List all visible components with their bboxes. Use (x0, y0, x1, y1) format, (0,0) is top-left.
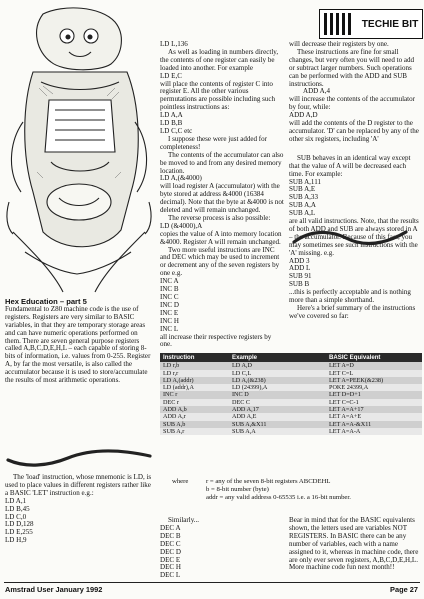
code-block (289, 258, 419, 290)
table-row (160, 370, 422, 377)
table-cell: LET C=C-1 (326, 399, 422, 406)
swirl-divider (4, 446, 154, 470)
table-cell: LET A=D (326, 362, 422, 369)
code-block (289, 179, 419, 219)
code-line: INC H (160, 316, 179, 325)
code-line: LD H,9 (5, 536, 27, 545)
intro-paragraph: Fundamental to Z80 machine code is the use of registers. Registers are very similar to BASIC variables, in that they are temporary storage areas and can have numeric operations performed on them. There are seven general purpose registers called A,B,C,D,E,H,L – each capable of storing 8-bits of information, i.e. values from 0-255. Register A, by far the most versatile, is also called the accumulator because it is used to store/accumulate the results of most arithmetic operations. (5, 304, 151, 385)
paragraph: Bear in mind that for the BASIC equivalents shown, the letters used are variables NOT REGISTERS. In BASIC there can be any number of variables, each with a name assigned to it, whereas in machine code, there are only ever seven registers, A,B,C,D,E,H,L. (289, 516, 419, 564)
code-line: LD A,(&4000) (160, 174, 202, 183)
table-cell: LD (24399),A (229, 384, 326, 391)
table-cell: ADD A,r (160, 413, 229, 420)
code-line: SUB A,L (289, 209, 316, 218)
table-row (160, 399, 422, 406)
code-block (5, 498, 153, 545)
table-row (160, 428, 422, 435)
code-line: LD E,255 (5, 528, 33, 537)
table-cell: LD A,(addr) (160, 377, 229, 384)
code-line: INC C (160, 293, 179, 301)
code-line: DEC D (160, 547, 181, 556)
table-cell: LET A=A-&X11 (326, 421, 422, 428)
table-cell: LD (addr),A (160, 384, 229, 391)
code-line: INC L (160, 324, 179, 333)
footer-page-number: Page 27 (390, 585, 418, 594)
table-cell: LET A=A+E (326, 413, 422, 420)
code-line: ADD L (289, 264, 311, 273)
table-cell: INC r (160, 391, 229, 398)
column-1-intro (5, 298, 153, 385)
code-line: INC B (160, 285, 179, 294)
paragraph: The reverse process is also possible: (168, 213, 271, 222)
code-line: SUB A,A (289, 201, 317, 210)
code-line: LD E,C (160, 71, 182, 80)
table-cell: SUB A,r (160, 428, 229, 435)
code-line: ADD A,D (289, 111, 318, 120)
code-line: LD C,0 (5, 512, 27, 521)
table-cell: SUB A,A (229, 428, 326, 435)
table-cell: LET A=PEEK(&238) (326, 377, 422, 384)
paragraph: will load register A (accumulator) with the byte stored at address &4000 (16384 decimal). Note that the byte at &4000 is not deleted and will remain unchanged. (160, 182, 284, 215)
code-line: DEC B (160, 531, 181, 540)
code-line: LD B,B (160, 119, 183, 128)
paragraph: The contents of the accumulator can also be moved to and from any desired memory location. (160, 150, 284, 175)
code-line: DEC H (160, 563, 181, 572)
table-cell: LET D=D+1 (326, 391, 422, 398)
table-cell: LD C,L (229, 370, 326, 377)
paragraph: Here's a brief summary of the instructions we've covered so far: (289, 304, 416, 320)
paragraph: are all valid instructions. Note, that the results of both ADD and SUB are always stored in A – the accumulator. Because of this fact, you may sometimes see such instructions with the 'A' missing. e.g. (289, 217, 419, 257)
code-line: LD A,A (160, 111, 183, 120)
paragraph: As well as loading in numbers directly, the contents of one register can easily be loaded into another. For example (160, 47, 279, 72)
paragraph: I suppose these were just added for completeness! (160, 134, 268, 151)
paragraph: will add the contents of the D register to the accumulator. 'D' can be replaced by any of the other six registers, including 'A' (289, 119, 419, 143)
table-cell: ADD A,17 (229, 406, 326, 413)
table-cell: POKE 24399,A (326, 384, 422, 391)
paragraph: SUB behaves in an identical way except that the value of A will be decreased each time. For example: (289, 153, 411, 178)
code-line: ADD A,4 (303, 87, 331, 96)
table-cell: LD r,r (160, 370, 229, 377)
column-2-dec-section (160, 517, 284, 580)
code-line: INC D (160, 300, 179, 309)
code-line: SUB A,33 (289, 193, 318, 202)
swirl-divider (290, 226, 410, 248)
code-line: SUB A,111 (289, 177, 321, 186)
table-cell: DEC r (160, 399, 229, 406)
table-cell: SUB A,b (160, 421, 229, 428)
table-cell: ADD A,E (229, 413, 326, 420)
footer-rule (4, 582, 420, 583)
paragraph: will decrease their registers by one. (289, 40, 389, 48)
paragraph: will place the contents of register C into register E. All the other various permutations are possible including such pointless instructions as: (160, 79, 276, 112)
section-label: TECHIE BIT (361, 18, 419, 30)
code-line: DEC L (160, 571, 181, 580)
code-line: INC E (160, 308, 179, 317)
column-1-load-section (5, 474, 153, 545)
column-3-text (289, 41, 419, 321)
table-row (160, 421, 422, 428)
code-line: INC A (160, 277, 179, 286)
legend-line: b = 8-bit number (byte) (206, 485, 269, 493)
table-row (160, 406, 422, 413)
table-row (160, 413, 422, 420)
code-block (160, 525, 284, 580)
table-header-row (160, 353, 422, 362)
badge-bars-graphic (320, 10, 358, 38)
table-cell: ADD A,b (160, 406, 229, 413)
table-cell: LD A,(&238) (229, 377, 326, 384)
code-line: DEC C (160, 539, 181, 548)
paragraph: will increase the contents of the accumulator by four, while: (289, 95, 416, 112)
code-line: LD D,128 (5, 520, 34, 529)
table-legend (172, 478, 422, 502)
code-line: DEC E (160, 555, 181, 564)
table-cell: LET A=A+17 (326, 406, 422, 413)
code-line: SUB A,E (289, 185, 316, 194)
legend-line: r = any of the seven 8-bit registers ABCDEHL (206, 478, 331, 485)
table-cell: LET C=L (326, 370, 422, 377)
table-row (160, 362, 422, 369)
code-line: ADD 3 (289, 256, 310, 265)
paragraph: More machine code fun next month!! (289, 563, 395, 572)
table-row (160, 391, 422, 398)
table-cell: SUB A,&X11 (229, 421, 326, 428)
cartoon-illustration (3, 2, 155, 296)
table-row (160, 377, 422, 384)
code-block (160, 112, 284, 136)
paragraph: The 'load' instruction, whose mnemonic is LD, is used to place values in different registers rather like a BASIC 'LET' instruction e.g.: (5, 473, 152, 497)
column-header: Example (229, 353, 326, 362)
table-row (160, 384, 422, 391)
legend-where-label: where (172, 478, 189, 485)
section-badge (319, 9, 423, 39)
code-line: SUB B (289, 280, 310, 289)
table-cell: LET A=A-A (326, 428, 422, 435)
column-3-closing (289, 517, 419, 572)
code-line: DEC A (160, 523, 181, 532)
paragraph: Two more useful instructions are INC and DEC which may be used to increment or decrement any of the seven registers by one e.g. (160, 245, 280, 278)
column-header: Instruction (160, 353, 229, 362)
table-cell: INC D (229, 391, 326, 398)
paragraph: ...this is perfectly acceptable and is nothing more than a simple shorthand. (289, 288, 411, 305)
table-cell: DEC C (229, 399, 326, 406)
paragraph: copies the value of A into memory location &4000. Register A will remain unchanged. (160, 229, 282, 246)
code-line: SUB 91 (289, 272, 312, 281)
legend-line: addr = any valid address 0-65535 i.e. a 16-bit number. (206, 493, 351, 501)
paragraph: all increase their respective registers by one. (160, 332, 272, 349)
footer-publication: Amstrad User January 1992 (5, 585, 103, 594)
code-line: LD B,45 (5, 504, 30, 513)
paragraph: Similarly... (168, 516, 200, 524)
code-line: LD A,1 (5, 496, 27, 505)
code-line: LD L,136 (160, 40, 188, 48)
instruction-summary-table (160, 353, 422, 435)
table-cell: LD A,D (229, 362, 326, 369)
paragraph: These instructions are fine for small changes, but very often you will need to add or subtract larger numbers. Such operations can be performed with the ADD and SUB instructions. (289, 47, 415, 88)
table-cell: LD r,b (160, 362, 229, 369)
article-heading: Hex Education – part 5 (5, 297, 87, 306)
column-2-text (160, 41, 284, 349)
column-header: BASIC Equivalent (326, 353, 422, 362)
code-line: LD C,C etc (160, 126, 193, 135)
code-line: LD (&4000),A (160, 221, 203, 230)
code-block (160, 278, 284, 333)
